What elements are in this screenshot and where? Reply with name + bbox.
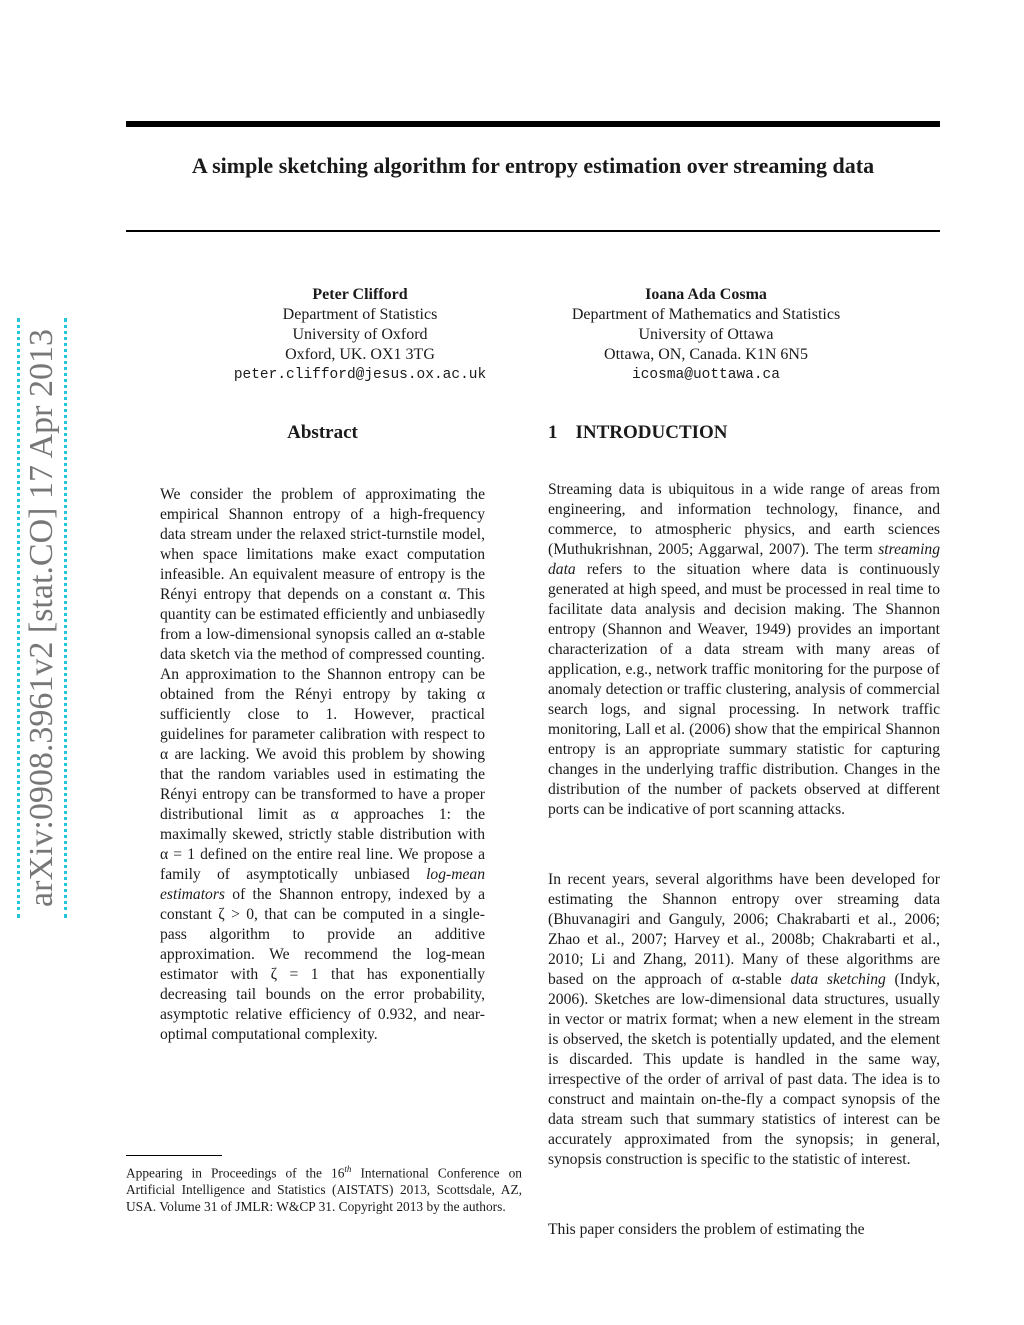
arxiv-id-text: arXiv:0908.3961v2 [stat.CO] 17 Apr 2013 (23, 329, 60, 907)
title-bottom-rule (126, 230, 940, 232)
arxiv-side-identifier (17, 318, 67, 918)
author-institution: University of Oxford (292, 326, 428, 343)
intro-paragraph-2: In recent years, several algorithms have been developed for estimating the Shannon entropy over streaming data (Bhuvanagiri and Ganguly, 2006; Chakrabarti et al., 2006; Zhao et al., 2007; Harvey et al., 2008b; Chakrabarti et al., 2010; Li and Zhang, 2011). Many of these algorithms are based on the approach of α-stable data sketching (Indyk, 2006). Sketches are low-dimensional data structures, usually in vector or matrix format; when a new element in the stream is observed, the sketch is potentially updated, and the element is discarded. This update is handled in the same way, irrespective of the order of arrival of past data. The idea is to construct and maintain on-the-fly a compact synopsis of the data stream such that summary statistics of interest can be accurately approximated from the synopsis; in general, synopsis construction is specific to the statistic of interest. (548, 871, 941, 1168)
section-number: 1 (548, 422, 558, 443)
section-heading (548, 422, 940, 444)
author-name: Peter Clifford (312, 286, 408, 303)
author-block-2 (546, 285, 866, 385)
author-address: Ottawa, ON, Canada. K1N 6N5 (604, 346, 808, 363)
abstract-emphasis: log-mean estimators (160, 866, 485, 903)
paper-title: A simple sketching algorithm for entropy estimation over streaming data (191, 153, 875, 178)
author-email: icosma@uottawa.ca (632, 367, 780, 383)
author-name: Ioana Ada Cosma (645, 286, 767, 303)
intro-paragraph-1: Streaming data is ubiquitous in a wide range of areas from engineering, and information technology, finance, and commerce, to atmospheric physics, and earth sciences (Muthukrishnan, 2005; Aggarwal, 2007). The term streaming data refers to the situation where data is continuously generated at high speed, and must be processed in real time to facilitate data analysis and decision making. The Shannon entropy (Shannon and Weaver, 1949) provides an important characterization of a data stream with many areas of application, e.g., network traffic monitoring for the purpose of anomaly detection or traffic clustering, analysis of commercial search logs, and signal processing. In network traffic monitoring, Lall et al. (2006) show that the empirical Shannon entropy is an appropriate summary statistic for capturing changes in the underlying traffic distribution. Changes in the distribution of the number of packets observed at different ports can be indicative of port scanning attacks. (548, 481, 940, 818)
author-email: peter.clifford@jesus.ox.ac.uk (233, 367, 487, 383)
author-block-1 (200, 285, 520, 385)
footnote: Appearing in Proceedings of the 16th International Conference on Artificial Intelligence and Statistics (AISTATS) 2013, Scottsdale, AZ, USA. Volume 31 of JMLR: W&CP 31. Copyright 2013 by the authors. (126, 1164, 522, 1215)
intro-emphasis-2: data sketching (790, 971, 886, 988)
abstract-text: We consider the problem of approximating the empirical Shannon entropy of a high-frequency data stream under the relaxed strict-turnstile model, when space limitations make exact computation infeasible. An equivalent measure of entropy is the Rényi entropy that depends on a constant α. This quantity can be estimated efficiently and unbiasedly from a low-dimensional synopsis called an α-stable data sketch via the method of compressed counting. An approximation to the Shannon entropy can be obtained from the Rényi entropy by taking α sufficiently close to 1. However, practical guidelines for parameter calibration with respect to α are lacking. We avoid this problem by showing that the random variables used in estimating the Rényi entropy can be transformed to have a proper distributional limit as α approaches 1: the maximally skewed, strictly stable distribution with α = 1 defined on the entire real line. We propose a family of asymptotically unbiased log-mean estimators of the Shannon entropy, indexed by a constant ζ > 0, that can be computed in a single-pass algorithm to provide an additive approximation. We recommend the log-mean estimator with ζ = 1 that has exponentially decreasing tail bounds on the error probability, asymptotic relative efficiency of 0.932, and near-optimal computational complexity. (160, 486, 485, 1043)
author-department: Department of Mathematics and Statistics (571, 306, 841, 323)
title-top-rule (126, 121, 940, 127)
intro-paragraph-3: This paper considers the problem of estimating the (548, 1221, 865, 1238)
author-department: Department of Statistics (282, 306, 438, 323)
author-institution: University of Ottawa (638, 326, 774, 343)
abstract-heading: Abstract (287, 422, 358, 443)
author-address: Oxford, UK. OX1 3TG (285, 346, 435, 363)
section-title: INTRODUCTION (575, 422, 728, 443)
intro-emphasis-1: streaming data (548, 541, 940, 578)
footnote-rule (126, 1155, 222, 1156)
